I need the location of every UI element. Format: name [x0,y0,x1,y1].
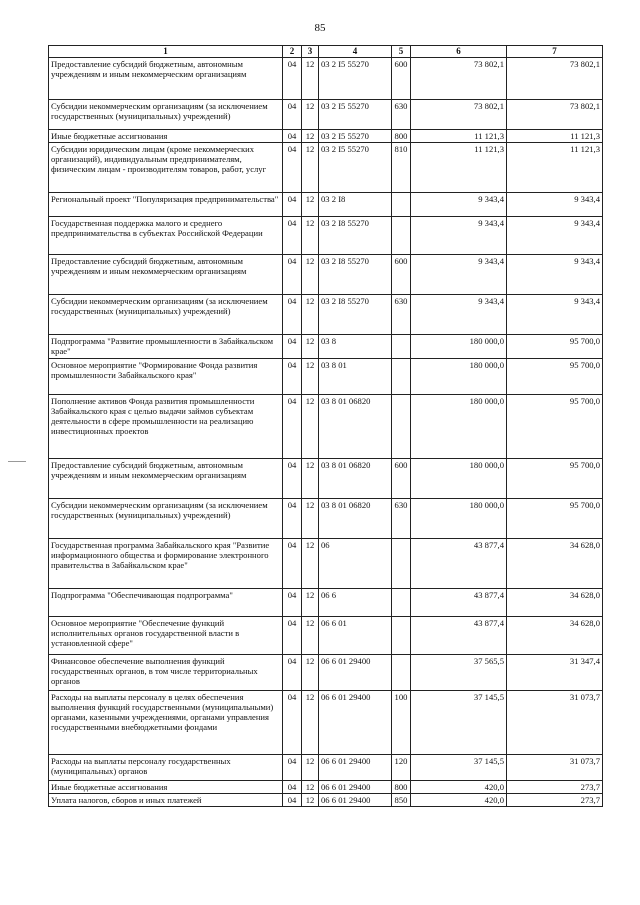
row-name-cell: Региональный проект "Популяризация предпринимательства" [49,193,283,217]
table-row [49,295,603,335]
section-code-cell: 04 [283,335,302,359]
amount-year2-cell: 95 700,0 [507,395,603,459]
target-article-cell: 06 6 01 29400 [319,781,392,794]
subsection-code-cell: 12 [302,655,319,691]
amount-year1-cell: 73 802,1 [411,100,507,130]
subsection-code-cell: 12 [302,217,319,255]
section-code-cell: 04 [283,295,302,335]
subsection-code-cell: 12 [302,499,319,539]
section-code-cell: 04 [283,255,302,295]
row-name-cell: Подпрограмма "Развитие промышленности в Забайкальском крае" [49,335,283,359]
expense-type-cell: 810 [392,143,411,193]
subsection-code-cell: 12 [302,755,319,781]
table-row [49,589,603,617]
amount-year1-cell: 43 877,4 [411,617,507,655]
target-article-cell: 06 6 01 29400 [319,655,392,691]
target-article-cell: 03 2 I8 55270 [319,295,392,335]
table-row [49,395,603,459]
amount-year1-cell: 9 343,4 [411,217,507,255]
section-code-cell: 04 [283,217,302,255]
column-header: 6 [411,46,507,58]
expense-type-cell: 600 [392,459,411,499]
budget-table [48,45,603,807]
row-name-cell: Пополнение активов Фонда развития промышленности Забайкальского края с целью выдачи займов субъектам деятельности в сфере промышленности на реализацию инвестиционных проектов [49,395,283,459]
page-number: 85 [314,22,326,34]
row-name-cell: Субсидии некоммерческим организациям (за исключением государственных (муниципальных) учреждений) [49,295,283,335]
expense-type-cell [392,217,411,255]
subsection-code-cell: 12 [302,617,319,655]
section-code-cell: 04 [283,100,302,130]
target-article-cell: 06 6 01 [319,617,392,655]
amount-year1-cell: 37 565,5 [411,655,507,691]
section-code-cell: 04 [283,655,302,691]
subsection-code-cell: 12 [302,691,319,755]
amount-year1-cell: 180 000,0 [411,499,507,539]
subsection-code-cell: 12 [302,589,319,617]
section-code-cell: 04 [283,589,302,617]
subsection-code-cell: 12 [302,295,319,335]
target-article-cell: 03 2 I5 55270 [319,100,392,130]
expense-type-cell [392,193,411,217]
table-row [49,58,603,100]
target-article-cell: 03 8 01 [319,359,392,395]
target-article-cell: 06 6 01 29400 [319,794,392,807]
expense-type-cell: 630 [392,499,411,539]
table-row [49,100,603,130]
amount-year2-cell: 73 802,1 [507,58,603,100]
amount-year2-cell: 95 700,0 [507,499,603,539]
target-article-cell: 03 8 01 06820 [319,459,392,499]
table-header-row [49,46,603,58]
amount-year2-cell: 9 343,4 [507,255,603,295]
section-code-cell: 04 [283,143,302,193]
target-article-cell: 03 2 I8 [319,193,392,217]
amount-year2-cell: 11 121,3 [507,130,603,143]
expense-type-cell: 850 [392,794,411,807]
expense-type-cell [392,539,411,589]
row-name-cell: Основное мероприятие "Формирование Фонда развития промышленности Забайкальского края" [49,359,283,395]
amount-year2-cell: 9 343,4 [507,217,603,255]
amount-year2-cell: 34 628,0 [507,617,603,655]
row-name-cell: Подпрограмма "Обеспечивающая подпрограмма" [49,589,283,617]
column-header: 1 [49,46,283,58]
row-name-cell: Государственная поддержка малого и среднего предпринимательства в субъектах Российской Федерации [49,217,283,255]
row-name-cell: Субсидии некоммерческим организациям (за исключением государственных (муниципальных) учреждений) [49,499,283,539]
expense-type-cell [392,589,411,617]
target-article-cell: 03 8 01 06820 [319,395,392,459]
expense-type-cell: 800 [392,130,411,143]
table-row [49,217,603,255]
amount-year2-cell: 95 700,0 [507,335,603,359]
section-code-cell: 04 [283,395,302,459]
table-row [49,781,603,794]
amount-year2-cell: 31 073,7 [507,755,603,781]
target-article-cell: 03 2 I8 55270 [319,217,392,255]
expense-type-cell: 630 [392,295,411,335]
row-name-cell: Расходы на выплаты персоналу государственных (муниципальных) органов [49,755,283,781]
column-header: 4 [319,46,392,58]
table-row [49,499,603,539]
row-name-cell: Государственная программа Забайкальского края "Развитие информационного общества и формирование электронного правительства в Забайкальском крае" [49,539,283,589]
expense-type-cell [392,617,411,655]
target-article-cell: 03 2 I8 55270 [319,255,392,295]
table-row [49,193,603,217]
section-code-cell: 04 [283,459,302,499]
amount-year1-cell: 9 343,4 [411,193,507,217]
target-article-cell: 03 8 [319,335,392,359]
section-code-cell: 04 [283,691,302,755]
subsection-code-cell: 12 [302,459,319,499]
amount-year2-cell: 31 073,7 [507,691,603,755]
target-article-cell: 06 6 [319,589,392,617]
amount-year1-cell: 11 121,3 [411,143,507,193]
expense-type-cell: 600 [392,58,411,100]
section-code-cell: 04 [283,58,302,100]
row-name-cell: Предоставление субсидий бюджетным, автономным учреждениям и иным некоммерческим организациям [49,459,283,499]
subsection-code-cell: 12 [302,255,319,295]
row-name-cell: Основное мероприятие "Обеспечение функций исполнительных органов государственной власти в установленной сфере" [49,617,283,655]
table-row [49,359,603,395]
row-name-cell: Субсидии некоммерческим организациям (за исключением государственных (муниципальных) учреждений) [49,100,283,130]
amount-year1-cell: 180 000,0 [411,335,507,359]
target-article-cell: 03 2 I5 55270 [319,58,392,100]
subsection-code-cell: 12 [302,143,319,193]
expense-type-cell: 630 [392,100,411,130]
amount-year2-cell: 73 802,1 [507,100,603,130]
section-code-cell: 04 [283,359,302,395]
target-article-cell: 06 6 01 29400 [319,755,392,781]
amount-year2-cell: 11 121,3 [507,143,603,193]
section-code-cell: 04 [283,617,302,655]
amount-year2-cell: 95 700,0 [507,359,603,395]
table-row [49,755,603,781]
margin-mark [8,461,26,462]
expense-type-cell: 800 [392,781,411,794]
expense-type-cell [392,395,411,459]
amount-year1-cell: 37 145,5 [411,691,507,755]
target-article-cell: 03 8 01 06820 [319,499,392,539]
row-name-cell: Субсидии юридическим лицам (кроме некоммерческих организаций), индивидуальным предпринимателям, физическим лицам - производителям товаров, работ, услуг [49,143,283,193]
row-name-cell: Иные бюджетные ассигнования [49,130,283,143]
section-code-cell: 04 [283,539,302,589]
amount-year1-cell: 180 000,0 [411,359,507,395]
section-code-cell: 04 [283,794,302,807]
amount-year2-cell: 31 347,4 [507,655,603,691]
amount-year1-cell: 420,0 [411,794,507,807]
table-row [49,143,603,193]
table-row [49,255,603,295]
amount-year1-cell: 180 000,0 [411,395,507,459]
amount-year2-cell: 9 343,4 [507,295,603,335]
column-header: 2 [283,46,302,58]
amount-year1-cell: 43 877,4 [411,589,507,617]
subsection-code-cell: 12 [302,130,319,143]
subsection-code-cell: 12 [302,335,319,359]
subsection-code-cell: 12 [302,395,319,459]
row-name-cell: Предоставление субсидий бюджетным, автономным учреждениям и иным некоммерческим организациям [49,58,283,100]
section-code-cell: 04 [283,755,302,781]
amount-year1-cell: 180 000,0 [411,459,507,499]
amount-year2-cell: 273,7 [507,794,603,807]
amount-year2-cell: 9 343,4 [507,193,603,217]
amount-year1-cell: 73 802,1 [411,58,507,100]
row-name-cell: Уплата налогов, сборов и иных платежей [49,794,283,807]
table-row [49,459,603,499]
amount-year1-cell: 37 145,5 [411,755,507,781]
subsection-code-cell: 12 [302,359,319,395]
amount-year1-cell: 420,0 [411,781,507,794]
amount-year1-cell: 9 343,4 [411,295,507,335]
expense-type-cell [392,359,411,395]
row-name-cell: Финансовое обеспечение выполнения функций государственных органов, в том числе территориальных органов [49,655,283,691]
amount-year2-cell: 34 628,0 [507,539,603,589]
subsection-code-cell: 12 [302,794,319,807]
column-header: 5 [392,46,411,58]
section-code-cell: 04 [283,781,302,794]
expense-type-cell: 600 [392,255,411,295]
table-row [49,691,603,755]
row-name-cell: Расходы на выплаты персоналу в целях обеспечения выполнения функций государственными (муниципальными) органами, казенными учреждениями, органами управления государственными внебюджетными фондами [49,691,283,755]
amount-year1-cell: 9 343,4 [411,255,507,295]
amount-year1-cell: 11 121,3 [411,130,507,143]
row-name-cell: Иные бюджетные ассигнования [49,781,283,794]
table-row [49,335,603,359]
target-article-cell: 06 6 01 29400 [319,691,392,755]
section-code-cell: 04 [283,130,302,143]
table-row [49,617,603,655]
amount-year2-cell: 34 628,0 [507,589,603,617]
target-article-cell: 03 2 I5 55270 [319,143,392,193]
target-article-cell: 03 2 I5 55270 [319,130,392,143]
expense-type-cell: 100 [392,691,411,755]
column-header: 7 [507,46,603,58]
expense-type-cell: 120 [392,755,411,781]
amount-year2-cell: 273,7 [507,781,603,794]
column-header: 3 [302,46,319,58]
subsection-code-cell: 12 [302,539,319,589]
row-name-cell: Предоставление субсидий бюджетным, автономным учреждениям и иным некоммерческим организациям [49,255,283,295]
table-row [49,655,603,691]
amount-year2-cell: 95 700,0 [507,459,603,499]
expense-type-cell [392,655,411,691]
table-row [49,130,603,143]
table-row [49,539,603,589]
table-row [49,794,603,807]
subsection-code-cell: 12 [302,781,319,794]
expense-type-cell [392,335,411,359]
section-code-cell: 04 [283,193,302,217]
subsection-code-cell: 12 [302,100,319,130]
subsection-code-cell: 12 [302,193,319,217]
section-code-cell: 04 [283,499,302,539]
subsection-code-cell: 12 [302,58,319,100]
target-article-cell: 06 [319,539,392,589]
amount-year1-cell: 43 877,4 [411,539,507,589]
